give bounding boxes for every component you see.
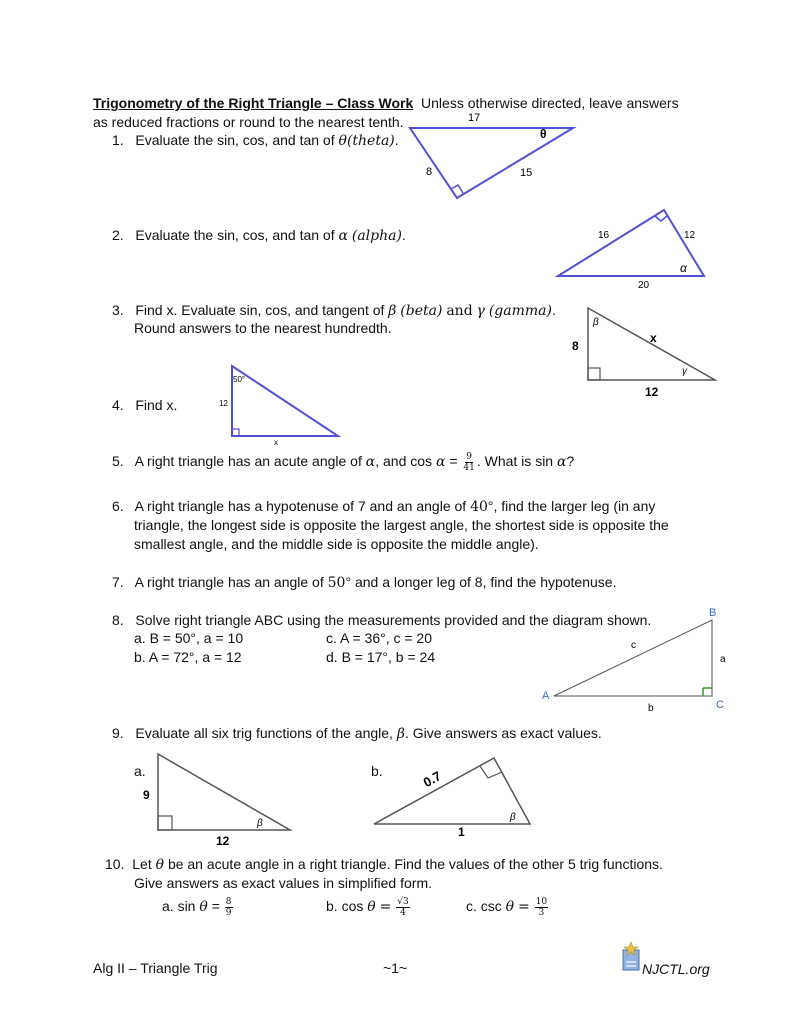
q1-right-label: 15: [520, 167, 533, 179]
question-9: [112, 725, 602, 742]
fraction-numerator: √3: [397, 897, 409, 907]
q1-triangle-figure: [400, 108, 590, 208]
fraction-denominator: 9: [225, 908, 232, 918]
csc-theta-fraction: [535, 897, 548, 918]
q9a-triangle-figure: [140, 748, 300, 848]
alpha-symbol: α: [365, 454, 376, 471]
q9b-triangle: [374, 758, 530, 824]
question-number: 7.: [112, 574, 124, 590]
q9-part-b-label: b.: [371, 763, 383, 779]
question-7: [112, 574, 616, 591]
q3-left-label: 8: [572, 339, 579, 353]
sin-theta-fraction: [225, 897, 233, 918]
question-number: 1.: [112, 132, 124, 148]
q9a-bottom-label: 12: [216, 834, 230, 848]
question-10-line-2: Give answers as exact values in simplified form.: [134, 875, 432, 891]
part-label: b. cos: [326, 898, 364, 915]
q8-vertex-a: A: [542, 690, 550, 702]
theta-symbol: θ: [505, 899, 515, 916]
punctuation: .: [551, 302, 556, 318]
angle-value: 40: [470, 499, 488, 515]
question-4: [112, 397, 177, 413]
theta-symbol: θ: [338, 133, 347, 149]
question-number: 4.: [112, 397, 124, 413]
q8-part-c: c. A = 36°, c = 20: [326, 630, 433, 646]
question-number: 3.: [112, 302, 124, 318]
q3-triangle-figure: [560, 300, 730, 402]
theta-symbol: θ: [367, 899, 376, 916]
fraction-denominator: 3: [538, 908, 545, 918]
fraction-denominator: 41: [463, 463, 475, 473]
theta-word: (theta): [346, 133, 395, 149]
q9a-right-angle-mark: [158, 816, 172, 830]
footer-site: NJCTL.org: [642, 961, 710, 977]
theta-symbol: θ: [199, 899, 208, 916]
question-text-mid: , and cos: [375, 453, 433, 470]
q9b-triangle-figure: [366, 748, 546, 848]
question-text: Evaluate the sin, cos, and tan of: [135, 132, 335, 148]
question-text-post: ° and a longer leg of 8, find the hypotenuse.: [345, 574, 617, 590]
q8-triangle: [554, 620, 712, 696]
equals-sign: =: [449, 453, 458, 470]
fraction-numerator: 10: [535, 897, 548, 907]
q4-bottom-label: x: [274, 438, 278, 446]
njctl-logo-icon: [620, 940, 642, 974]
q2-right-label: 12: [684, 230, 696, 241]
question-text-post: . What is sin: [476, 453, 554, 470]
q1-triangle: [410, 128, 573, 198]
fraction-numerator: 9: [466, 452, 472, 462]
intro-text-1: Unless otherwise directed, leave answers: [421, 95, 679, 111]
gamma-symbol: γ: [476, 303, 485, 319]
q4-triangle: [232, 366, 338, 436]
q8-part-b: b. A = 72°, a = 12: [134, 649, 242, 665]
question-number: 6.: [112, 498, 124, 514]
q3-beta-label: β: [593, 317, 599, 328]
fraction-numerator: 8: [225, 897, 232, 907]
q10-part-c: c. csc θ = $\frac{10}{3}$: [466, 897, 548, 918]
question-1: [112, 132, 399, 149]
beta-symbol: β: [388, 303, 397, 319]
part-label: c. csc: [466, 898, 502, 915]
footer-page-number: ~1~: [383, 960, 408, 976]
q9b-hyp-label: 0.7: [420, 768, 444, 791]
alpha-symbol: α: [435, 454, 446, 471]
page-title: Trigonometry of the Right Triangle – Class Work: [93, 95, 414, 111]
beta-word: (beta): [400, 303, 443, 319]
q2-bottom-label: 20: [638, 280, 650, 291]
alpha-symbol: α: [556, 454, 567, 471]
q4-triangle-figure: [212, 360, 352, 446]
question-text-post: . Give answers as exact values.: [404, 725, 602, 741]
cos-alpha-fraction: [462, 452, 475, 473]
q2-triangle-figure: [548, 204, 718, 294]
question-text: Evaluate all six trig functions of the angle,: [135, 725, 393, 741]
q10-part-b: b. cos θ = $\frac{√3}{4}$: [326, 897, 409, 918]
question-2: [112, 227, 406, 244]
question-text: A right triangle has an angle of: [134, 574, 324, 590]
intro-text-2: as reduced fractions or round to the nearest tenth.: [93, 114, 404, 130]
question-text-post: be an acute angle in a right triangle. Find the values of the other 5 trig functions.: [167, 856, 663, 872]
q8-side-a-label: a: [720, 654, 726, 665]
q2-angle-label: α: [680, 261, 687, 275]
question-3: [112, 302, 556, 319]
q1-angle-label: θ: [540, 127, 547, 141]
question-text: Let: [132, 856, 152, 872]
theta-symbol: θ: [155, 857, 165, 873]
q1-top-label: 17: [468, 112, 481, 124]
question-text: Evaluate the sin, cos, and tan of: [135, 227, 335, 243]
gamma-word: (gamma): [488, 303, 552, 319]
question-5: [112, 452, 574, 473]
question-number: 9.: [112, 725, 124, 741]
q3-gamma-label: γ: [682, 366, 687, 377]
q8-triangle-figure: [538, 604, 738, 716]
q9b-beta-label: β: [510, 812, 516, 823]
question-number: 10.: [105, 856, 125, 872]
punctuation: .: [401, 227, 406, 243]
q8-part-a: a. B = 50°, a = 10: [134, 630, 244, 646]
q8-side-c-label: c: [631, 640, 636, 651]
part-label: a. sin: [162, 898, 196, 915]
fraction-denominator: 4: [400, 908, 406, 918]
q9-part-a-label: a.: [134, 763, 146, 779]
question-3-line-2: Round answers to the nearest hundredth.: [134, 320, 392, 336]
question-6-line-3: smallest angle, and the middle side is opposite the middle angle).: [134, 536, 539, 552]
q3-bottom-label: 12: [645, 385, 659, 399]
q8-vertex-c: C: [716, 699, 724, 711]
and-word: and: [446, 303, 473, 319]
q8-vertex-b: B: [709, 607, 717, 619]
angle-value: 50: [327, 575, 346, 591]
question-10: [105, 856, 663, 873]
q8-side-b-label: b: [648, 703, 654, 714]
q9a-left-label: 9: [143, 788, 150, 802]
q2-right-angle-mark: [655, 216, 667, 221]
q9b-bottom-label: 1: [458, 825, 465, 839]
punctuation: .: [394, 132, 399, 148]
q9a-triangle: [158, 754, 290, 830]
question-text: A right triangle has a hypotenuse of 7 and an angle of: [134, 498, 467, 514]
question-6-line-2: triangle, the longest side is opposite the largest angle, the shortest side is opposite the: [134, 517, 669, 533]
question-text: A right triangle has an acute angle of: [134, 453, 362, 470]
question-text-post: °, find the larger leg (in any: [487, 498, 656, 514]
question-6: [112, 498, 655, 515]
punctuation: ?: [566, 453, 575, 470]
question-text: Solve right triangle ABC using the measurements provided and the diagram shown.: [135, 612, 652, 628]
question-number: 5.: [112, 453, 124, 470]
q3-right-angle-mark: [588, 368, 600, 380]
q10-part-a: a. sin θ = $\frac{8}{9}$: [162, 897, 232, 918]
cos-theta-fraction: [396, 897, 409, 918]
q4-left-label: 12: [219, 399, 228, 408]
q1-left-label: 8: [426, 166, 433, 178]
question-number: 8.: [112, 612, 124, 628]
q2-left-label: 16: [598, 230, 610, 241]
footer-course: Alg II – Triangle Trig: [93, 960, 218, 976]
q4-right-angle-mark: [232, 429, 239, 436]
header-line-1: [93, 95, 679, 111]
q4-angle-label: 50°: [233, 375, 246, 384]
question-number: 2.: [112, 227, 124, 243]
alpha-word: (alpha): [351, 228, 402, 244]
q8-part-d: d. B = 17°, b = 24: [326, 649, 436, 665]
q3-hyp-label: x: [650, 331, 657, 345]
question-text: Find x.: [135, 397, 178, 413]
question-text: Find x. Evaluate sin, cos, and tangent of: [135, 302, 385, 318]
q9a-beta-label: β: [257, 818, 263, 829]
alpha-symbol: α: [338, 228, 348, 244]
beta-symbol: β: [396, 726, 405, 742]
